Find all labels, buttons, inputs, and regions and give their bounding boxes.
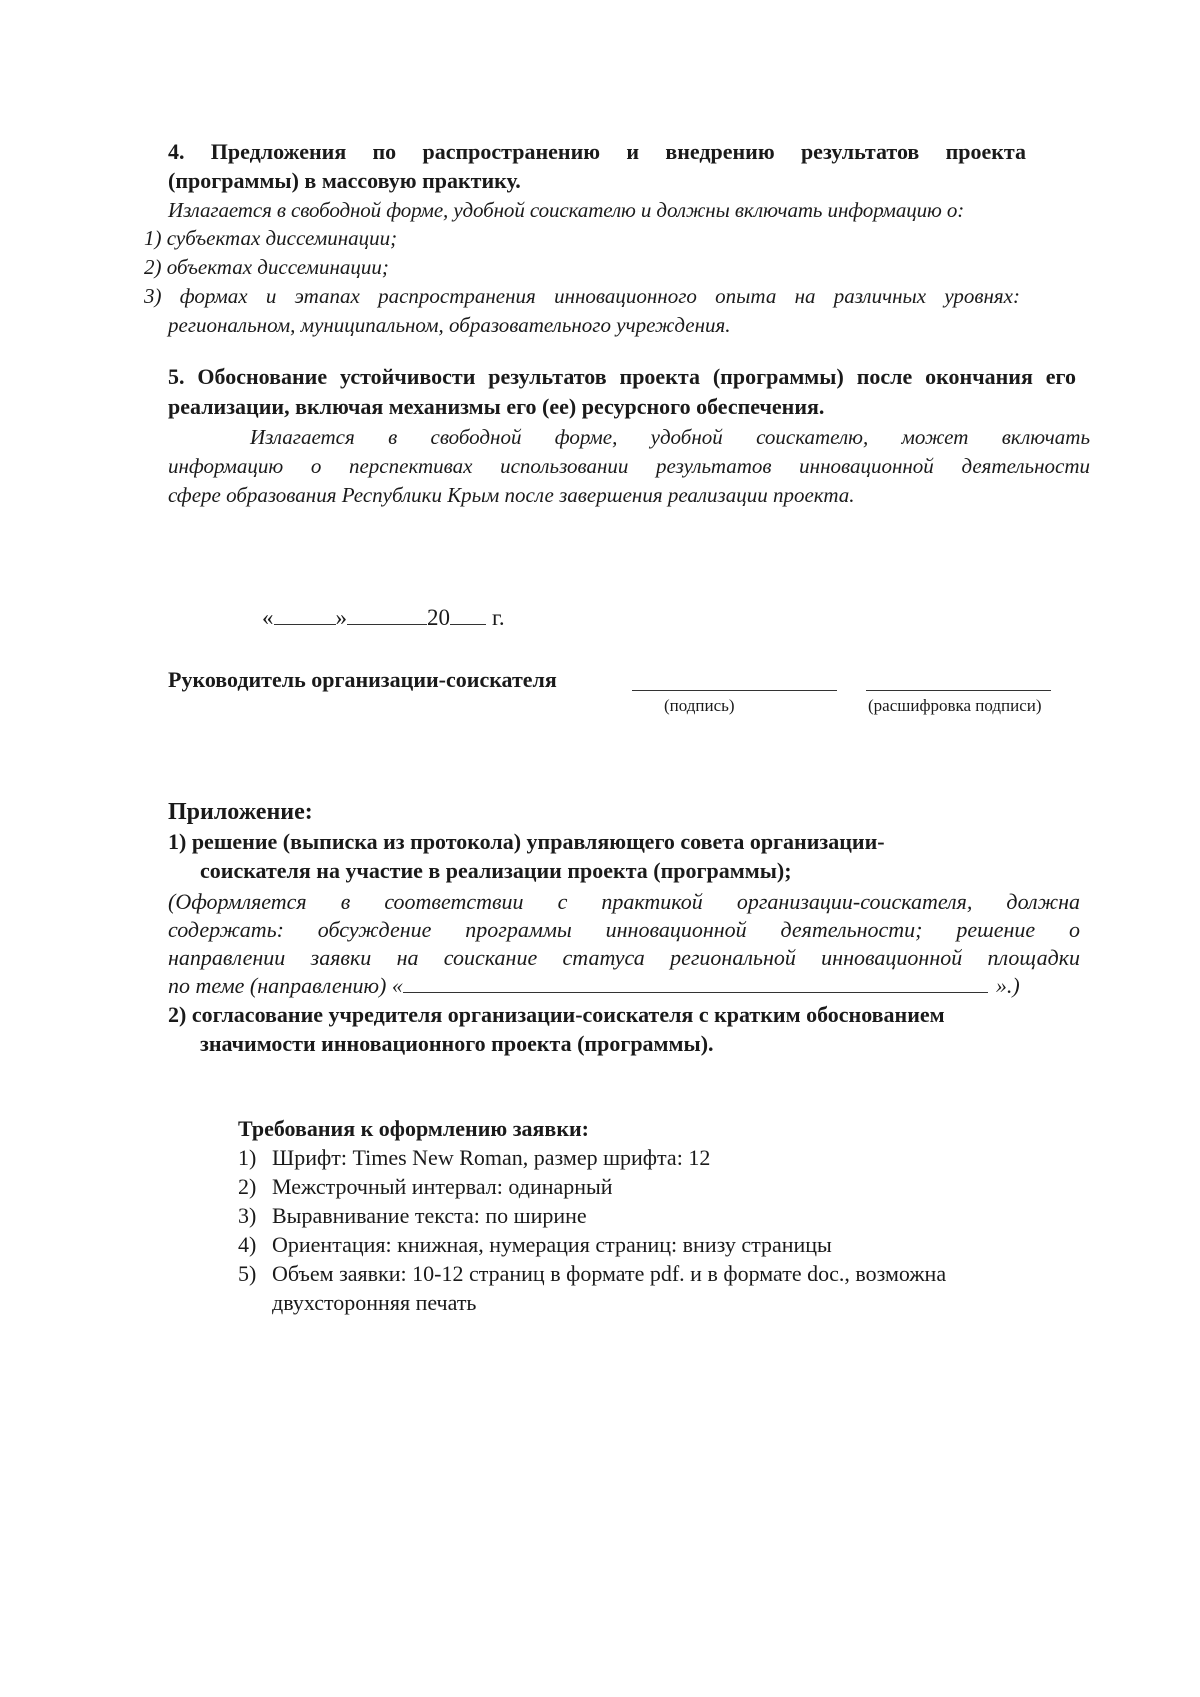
- date-close-quote: »: [335, 605, 347, 630]
- year-suffix: г.: [492, 605, 505, 630]
- appendix-item2-line1: 2) согласование учредителя организации-соискателя с кратким обоснованием: [168, 1002, 945, 1027]
- date-open-quote: «: [262, 605, 274, 630]
- requirements-title: Требования к оформлению заявки:: [238, 1116, 589, 1141]
- topic-blank: [403, 991, 988, 993]
- section5-text-line1: Излагается в свободной форме, удобной соискателю, может включать: [250, 425, 1090, 449]
- signature-decode-caption: (расшифровка подписи): [868, 696, 1042, 715]
- req-text-5-cont: двухсторонняя печать: [272, 1290, 477, 1315]
- req-text-2: Межстрочный интервал: одинарный: [272, 1174, 613, 1199]
- section4-item-3: 3) формах и этапах распространения инновационного опыта на различных уровнях:: [144, 284, 1020, 308]
- appendix-item1-line1: 1) решение (выписка из протокола) управляющего совета организации-: [168, 829, 885, 854]
- year-prefix: 20: [427, 605, 450, 630]
- date-line: [262, 603, 662, 633]
- req-text-3: Выравнивание текста: по ширине: [272, 1203, 587, 1228]
- req-num-2: 2): [238, 1174, 257, 1199]
- req-num-5: 5): [238, 1261, 257, 1286]
- signature-decode-line: [866, 690, 1051, 691]
- section4-item-1: 1) субъектах диссеминации;: [144, 226, 398, 250]
- signature-caption: (подпись): [664, 696, 735, 715]
- section5-title-line2: реализации, включая механизмы его (ее) ресурсного обеспечения.: [168, 394, 825, 419]
- appendix-note-line4: [168, 971, 1080, 1001]
- req-text-1: Шрифт: Times New Roman, размер шрифта: 12: [272, 1145, 711, 1170]
- appendix-item2-line2: значимости инновационного проекта (программы).: [200, 1031, 714, 1056]
- req-num-1: 1): [238, 1145, 257, 1170]
- day-blank: [274, 623, 336, 625]
- req-text-5: Объем заявки: 10-12 страниц в формате pdf. и в формате doc., возможна: [272, 1261, 947, 1286]
- year-blank: [450, 623, 486, 625]
- appendix-item1-line2: соискателя на участие в реализации проекта (программы);: [200, 858, 792, 883]
- section4-item-2: 2) объектах диссеминации;: [144, 255, 389, 279]
- section5-text-line2: информацию о перспективах использовании результатов инновационной деятельности: [168, 454, 1090, 478]
- req-num-3: 3): [238, 1203, 257, 1228]
- signature-line: [632, 690, 837, 691]
- section5-text-line3: сфере образования Республики Крым после завершения реализации проекта.: [168, 483, 855, 507]
- appendix-note-line2: содержать: обсуждение программы инновационной деятельности; решение о: [168, 917, 1080, 942]
- section5-title-line1: 5. Обоснование устойчивости результатов проекта (программы) после окончания его: [168, 364, 1076, 389]
- appendix-note-line3: направлении заявки на соискание статуса региональной инновационной площадки: [168, 945, 1080, 970]
- req-num-4: 4): [238, 1232, 257, 1257]
- signature-label: Руководитель организации-соискателя: [168, 667, 557, 692]
- section4-item-3-cont: региональном, муниципальном, образовательного учреждения.: [168, 313, 731, 337]
- note-line4-start: по теме (направлению) «: [168, 973, 403, 998]
- section4-title-line1: 4. Предложения по распространению и внедрению результатов проекта: [168, 139, 1026, 164]
- note-line4-end: ».): [995, 973, 1020, 998]
- req-text-4: Ориентация: книжная, нумерация страниц: внизу страницы: [272, 1232, 832, 1257]
- appendix-title: Приложение:: [168, 799, 313, 825]
- section4-intro: Излагается в свободной форме, удобной соискателю и должны включать информацию о:: [168, 198, 965, 222]
- section4-title-line2: (программы) в массовую практику.: [168, 168, 521, 193]
- month-blank: [347, 623, 427, 625]
- appendix-note-line1: (Оформляется в соответствии с практикой организации-соискателя, должна: [168, 889, 1080, 914]
